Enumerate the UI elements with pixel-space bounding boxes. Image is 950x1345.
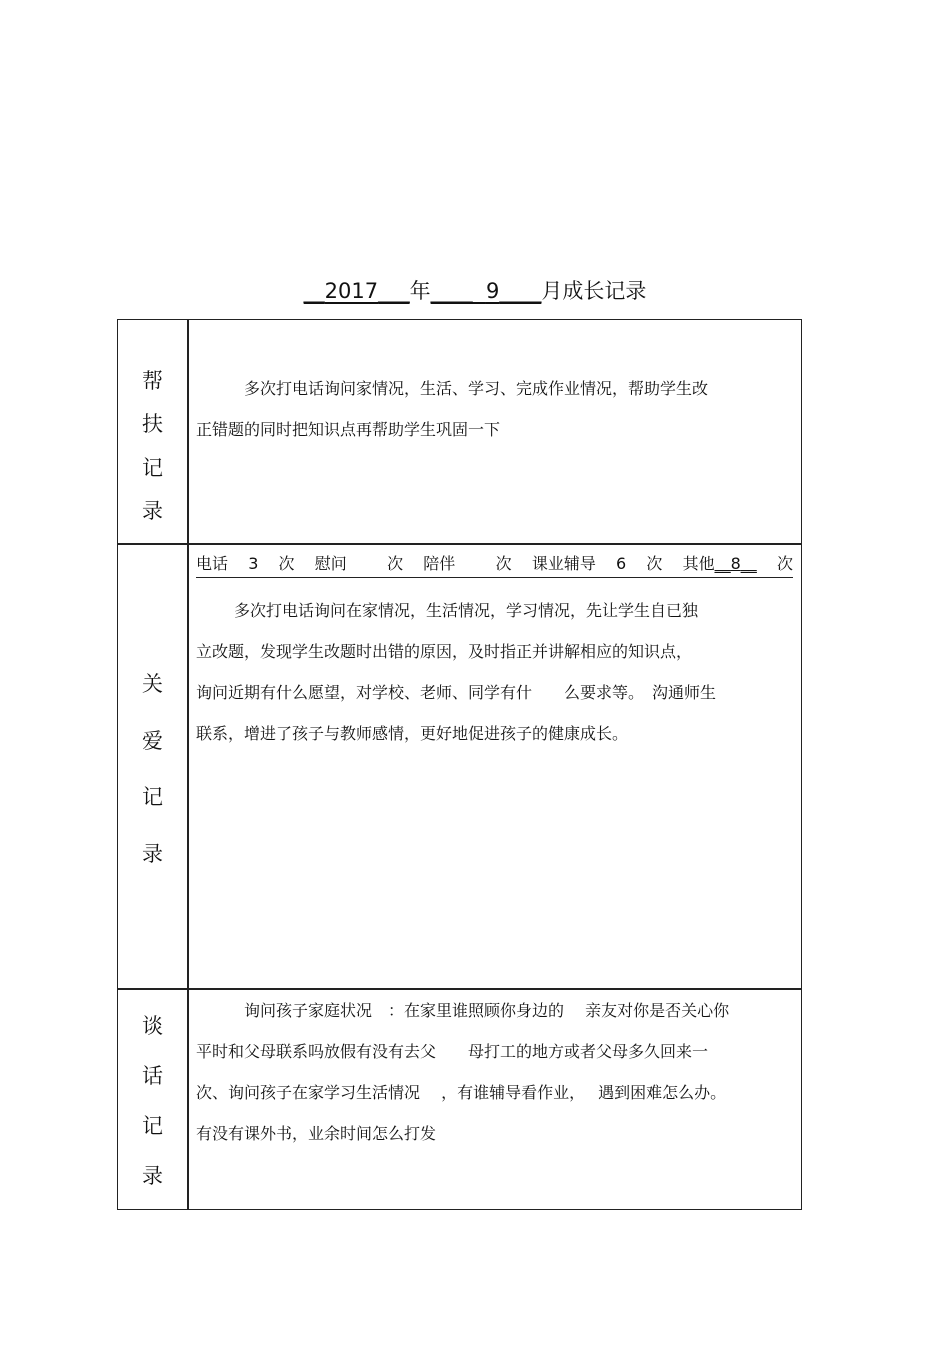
care-line: 联系，增进了孩子与教师感情，更好地促进孩子的健康成长。: [196, 724, 629, 743]
care-line: 立改题，发现学生改题时出错的原因，及时指正并讲解相应的知识点，: [196, 642, 693, 661]
row-divider: [118, 543, 801, 545]
talk-line: 平时和父母联系吗放假有没有去父 母打工的地方或者父母多久回来一: [196, 1042, 709, 1061]
count-unit: 次: [646, 554, 663, 573]
title-month-suffix: 月成长记录: [541, 279, 647, 303]
column-divider: [187, 320, 189, 1209]
care-label-char: 爱: [142, 728, 163, 753]
count-unit: 次: [387, 554, 404, 573]
tutoring-count-value: 6: [616, 554, 627, 573]
other-count-value: 8: [730, 554, 741, 573]
page-title: __2017___年____ 9____月成长记录: [303, 279, 647, 303]
care-record-content: [196, 550, 793, 754]
talk-line: 次、询问孩子在家学习生活情况 ，有谁辅导看作业， 遇到困难怎么办。: [196, 1083, 727, 1102]
talk-line: 有没有课外书，业余时间怎么打发: [196, 1124, 437, 1143]
care-line: 多次打电话询问在家情况，生活情况，学习情况，先让学生自已独: [234, 601, 699, 620]
care-line: 询问近期有什么愿望，对学校、老师、同学有什 么要求等。 沟通师生: [196, 683, 717, 702]
phone-count-value: 3: [248, 554, 259, 573]
care-count-row: 电话 3 次 慰问 次 陪伴 次 课业辅导 6 次 其他__8__ 次: [196, 550, 793, 578]
care-label-char: 关: [142, 672, 163, 696]
count-unit: 次: [776, 554, 793, 573]
talk-record-label: [118, 1010, 187, 1190]
title-year: 2017: [324, 279, 379, 303]
tutoring-count-label: 课业辅导: [531, 554, 596, 573]
care-record-label: [118, 668, 187, 868]
help-line: 多次打电话询问家情况，生活、学习、完成作业情况，帮助学生改: [244, 379, 709, 398]
help-label-char: 记: [142, 455, 163, 480]
talk-label-char: 话: [142, 1064, 163, 1088]
care-label-char: 录: [142, 841, 163, 866]
accompany-count-label: 陪伴: [423, 554, 456, 573]
help-record-label: [118, 365, 187, 525]
phone-count-label: 电话: [196, 554, 229, 573]
help-label-char: 录: [142, 498, 163, 523]
other-count-label: 其他: [682, 554, 715, 573]
care-label-char: 记: [142, 785, 163, 810]
record-table: [117, 319, 802, 1210]
count-unit: 次: [495, 554, 512, 573]
talk-label-char: 谈: [142, 1014, 163, 1038]
help-label-char: 扶: [142, 412, 163, 437]
talk-record-content: [196, 990, 797, 1154]
count-unit: 次: [278, 554, 295, 573]
talk-line: 询问孩子家庭状况 ：在家里谁照顾你身边的 亲友对你是否关心你: [244, 1001, 730, 1020]
talk-label-char: 记: [142, 1114, 163, 1138]
help-line: 正错题的同时把知识点再帮助学生巩固一下: [196, 420, 501, 439]
help-label-char: 帮: [142, 369, 163, 393]
condolence-count-label: 慰问: [314, 554, 347, 573]
title-month: 9: [485, 279, 500, 303]
talk-label-char: 录: [142, 1164, 163, 1188]
title-year-unit: 年: [409, 279, 431, 303]
help-record-content: [196, 368, 793, 450]
